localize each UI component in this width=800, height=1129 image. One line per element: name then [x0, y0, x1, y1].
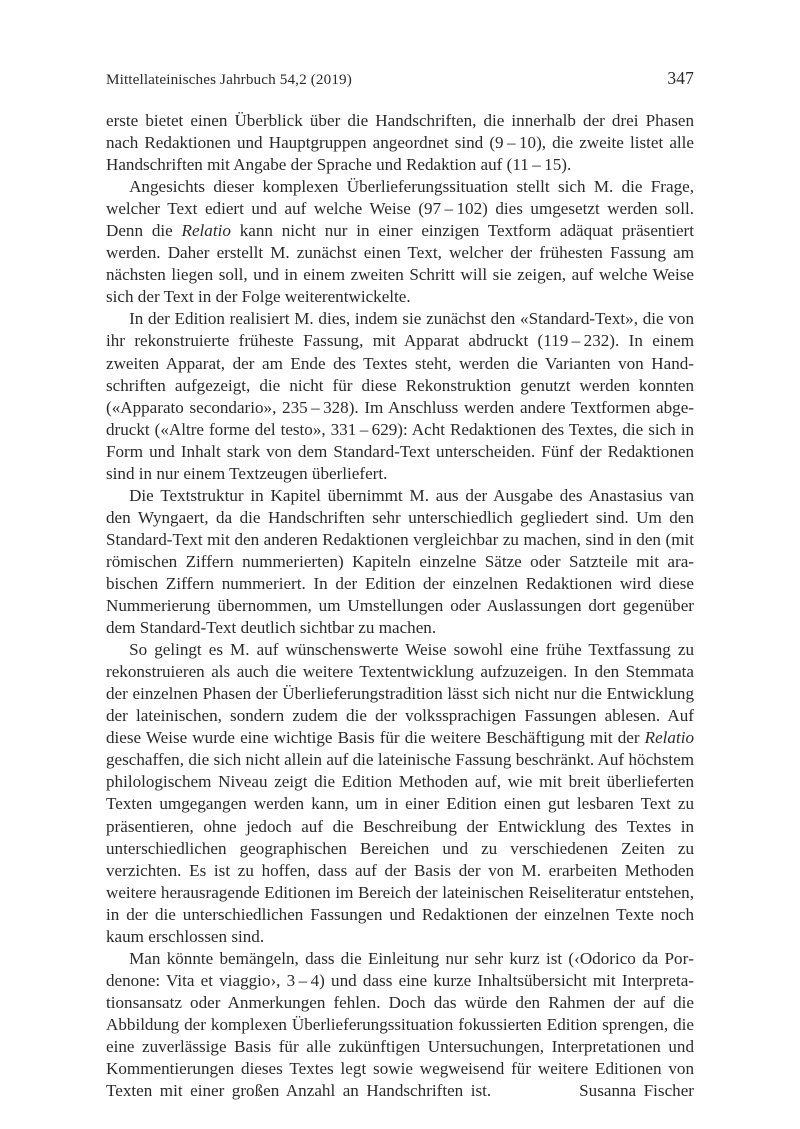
paragraph: Die Textstruktur in Kapitel übernimmt M. aus der Ausgabe des Anastasius van den Wyngaert, da die Handschriften sehr unterschiedlich gegliedert sind. Um den Standard-Text mit den anderen Redaktionen vergleichbar zu machen, sind in den (mit römischen Ziffern nummerierten) Kapiteln einzelne Sätze oder Satzteile mit arabischen Ziffern nummeriert. In der Edition der einzelnen Redaktionen wird diese Nummerierung übernommen, um Umstellungen oder Auslassungen dort gegenüber dem Standard-Text deutlich sichtbar zu machen. — [106, 485, 694, 638]
work-title: Relatio — [644, 728, 694, 748]
paragraph: In der Edition realisiert M. dies, indem sie zunächst den «Standard-Text», die von ihr rekonstruierte früheste Fassung, mit Apparat abdruckt (119 – 232). In einem zweiten Apparat, der am Ende des Textes steht, werden die Varianten von Handschriften aufgezeigt, die nicht für diese Rekonstruktion genutzt werden konnten («Apparato secondario», 235 – 328). Im Anschluss werden andere Textformen abgedruckt («Altre forme del testo», 331 – 629): Acht Redaktionen des Textes, die sich in Form und Inhalt stark von dem Standard-Text unterscheiden. Fünf der Redaktionen sind in nur einem Textzeugen überliefert. — [106, 309, 694, 483]
author-signature: Susanna Fischer — [579, 1081, 694, 1101]
paragraph: erste bietet einen Überblick über die Handschriften, die innerhalb der drei Phasen nach Redaktionen und Hauptgruppen angeordnet sind (9 – 10), die zweite listet alle Handschriften mit Angabe der Sprache und Redaktion auf (11 – 15). — [106, 111, 694, 175]
body-text — [106, 110, 694, 1124]
journal-title: Mittellateinisches Jahrbuch 54,2 (2019) — [106, 71, 352, 88]
paragraph: Angesichts dieser komplexen Überlieferungssituation stellt sich M. die Frage, welcher Text ediert und auf welche Weise (97 – 102) dies umgesetzt werden soll. Denn die Relatio kann nicht nur in einer einzigen Textform adäquat präsentiert werden. Daher erstellt M. zunächst einen Text, welcher der frühesten Fassung am nächsten liegen soll, und in einem zweiten Schritt will sie zeigen, auf welche Weise sich der Text in der Folge weiterentwickelte. — [106, 177, 694, 307]
work-title: Relatio — [181, 221, 231, 241]
page-number: 347 — [667, 68, 694, 88]
paragraph: Man könnte bemängeln, dass die Einleitung nur sehr kurz ist (‹Odorico da Pordenone: Vita et viaggio›, 3 – 4) und dass eine kurze Inhaltsübersicht mit Interpretationsansatz oder Anmerkungen fehlen. Doch das würde den Rahmen der auf die Abbildung der komplexen Überlieferungssituation fokussierten Edition sprengen, die eine zuverlässige Basis für alle zukünftigen Untersuchungen, Interpretationen und Kommentierungen dieses Textes legt sowie wegweisend für weitere Editionen von Texten mit einer großen Anzahl an Handschriften ist. Susanna Fischer — [106, 948, 694, 1101]
paragraph: So gelingt es M. auf wünschenswerte Weise sowohl eine frühe Textfassung zu rekonstruieren als auch die weitere Textentwicklung aufzuzeigen. In den Stemmata der einzelnen Phasen der Überlieferungstradition lässt sich nicht nur die Entwicklung der lateinischen, sondern zudem die der volkssprachigen Fassungen ablesen. Auf diese Weise wurde eine wichtige Basis für die weitere Beschäftigung mit der Relatio geschaffen, die sich nicht allein auf die lateinische Fassung beschränkt. Auf höchstem philologischem Niveau zeigt die Edition Methoden auf, wie mit breit überlieferten Texten umgegangen werden kann, um in einer Edition einen gut lesbaren Text zu präsentieren, ohne jedoch auf die Beschreibung der Entwicklung des Textes in unterschiedlichen geographischen Bereichen und zu verschiedenen Zeiten zu verzichten. Es ist zu hoffen, dass auf der Basis der von M. erarbeiten Methoden weitere herausragende Editionen im Bereich der lateinischen Reiseliteratur entstehen, in der die unterschiedlichen Fassungen und Redaktionen der einzelnen Texte noch kaum erschlossen sind. — [106, 640, 694, 946]
running-head — [106, 68, 694, 90]
